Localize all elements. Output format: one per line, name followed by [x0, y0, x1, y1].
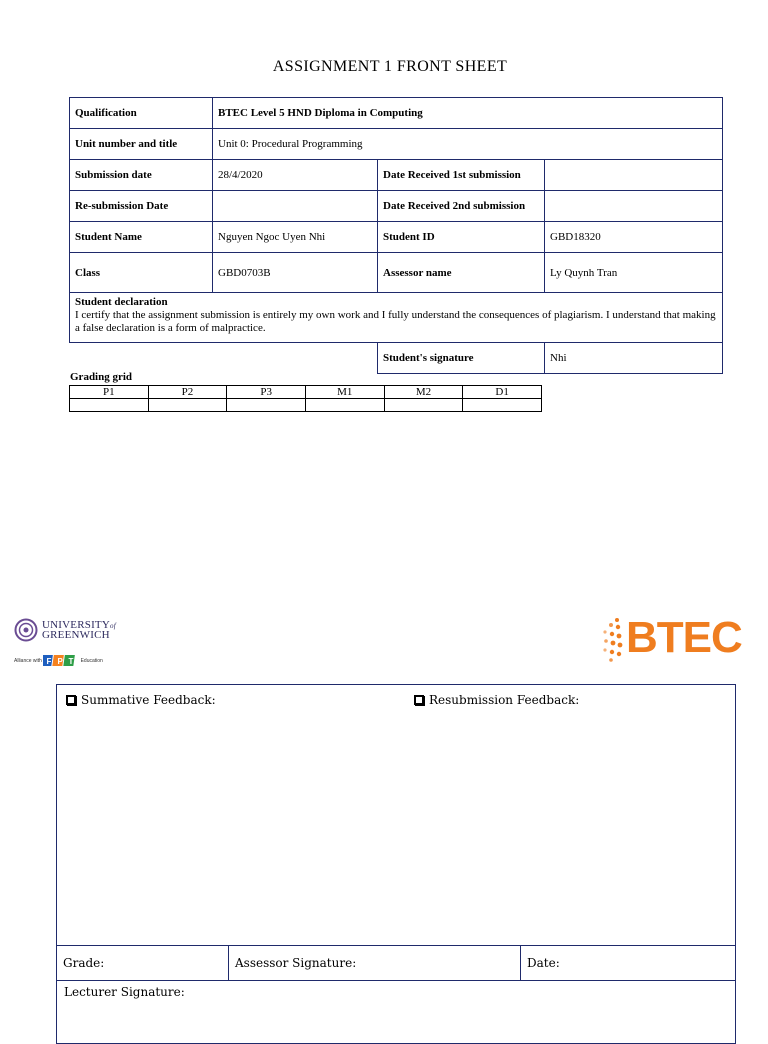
student-id-value: GBD18320: [545, 222, 723, 253]
qualification-label: Qualification: [70, 98, 213, 129]
row-student: [70, 222, 723, 253]
feedback-box: [56, 684, 736, 1044]
received-1st-value: [545, 160, 723, 191]
resubmission-checkbox[interactable]: [414, 695, 424, 705]
lecturer-signature-label: Lecturer Signature:: [64, 985, 185, 999]
qualification-value: BTEC Level 5 HND Diploma in Computing: [213, 98, 723, 129]
resubmission-feedback-label: Resubmission Feedback:: [429, 693, 580, 707]
grade-value-p2: [148, 399, 227, 412]
grade-header-p2: P2: [148, 386, 227, 399]
date-label: Date:: [527, 956, 560, 970]
row-submission-date: [70, 160, 723, 191]
declaration-title: Student declaration: [75, 296, 168, 308]
btec-dots-icon: [600, 616, 626, 666]
fpt-logo-icon: [43, 654, 77, 667]
grade-signature-row: [56, 945, 736, 981]
grade-header-p1: P1: [70, 386, 149, 399]
alliance-suffix: Education: [80, 657, 103, 664]
signature-value: Nhi: [545, 343, 723, 374]
grade-value-m2: [384, 399, 463, 412]
btec-wordmark: BTEC: [626, 613, 742, 662]
resubmission-feedback-heading: [414, 693, 579, 707]
row-class: [70, 253, 723, 293]
greenwich-of: of: [110, 622, 116, 630]
row-resubmission-date: [70, 191, 723, 222]
submission-date-value: 28/4/2020: [213, 160, 378, 191]
unit-label: Unit number and title: [70, 129, 213, 160]
grading-header-row: [70, 386, 542, 399]
class-value: GBD0703B: [213, 253, 378, 293]
row-declaration: [70, 293, 723, 343]
grade-value-m1: [305, 399, 384, 412]
assessor-signature-label: Assessor Signature:: [235, 956, 357, 970]
btec-logo: [600, 612, 755, 666]
grade-header-d1: D1: [463, 386, 542, 399]
fpt-letter-f: F: [46, 657, 52, 666]
summative-checkbox[interactable]: [66, 695, 76, 705]
resubmission-date-value: [213, 191, 378, 222]
fpt-letter-t: T: [68, 657, 74, 666]
declaration-cell: [70, 293, 723, 343]
greenwich-crest-icon: [14, 618, 38, 642]
received-2nd-label: Date Received 2nd submission: [378, 191, 545, 222]
grading-grid-label: Grading grid: [70, 371, 133, 383]
assessor-label: Assessor name: [378, 253, 545, 293]
grade-header-p3: P3: [227, 386, 306, 399]
grading-grid: [69, 385, 542, 412]
grade-value-d1: [463, 399, 542, 412]
resubmission-date-label: Re-submission Date: [70, 191, 213, 222]
fpt-letter-p: P: [57, 657, 64, 666]
student-name-value: Nguyen Ngoc Uyen Nhi: [213, 222, 378, 253]
received-2nd-value: [545, 191, 723, 222]
grade-label: Grade:: [63, 956, 105, 970]
assessor-value: Ly Quynh Tran: [545, 253, 723, 293]
unit-value: Unit 0: Procedural Programming: [213, 129, 723, 160]
submission-date-label: Submission date: [70, 160, 213, 191]
greenwich-line1: UNIVERSITY: [42, 619, 110, 631]
alliance-line: [14, 654, 103, 667]
grade-value-p1: [70, 399, 149, 412]
page-title: ASSIGNMENT 1 FRONT SHEET: [272, 58, 508, 75]
class-label: Class: [70, 253, 213, 293]
grade-header-m1: M1: [305, 386, 384, 399]
greenwich-line2: GREENWICH: [42, 629, 110, 641]
summative-feedback-label: Summative Feedback:: [81, 693, 216, 707]
row-unit: [70, 129, 723, 160]
student-id-label: Student ID: [378, 222, 545, 253]
university-of-greenwich-logo: [14, 614, 124, 668]
assignment-info-table: [69, 97, 723, 374]
summative-feedback-heading: [66, 693, 216, 707]
grading-value-row: [70, 399, 542, 412]
grade-header-m2: M2: [384, 386, 463, 399]
declaration-text: I certify that the assignment submission is entirely my own work and I fully understand the consequences of plagiarism. I understand that making a false declaration is a form of malpractice.: [75, 309, 716, 334]
grade-value-p3: [227, 399, 306, 412]
signature-label: Student's signature: [378, 343, 545, 374]
signature-spacer: [70, 343, 378, 374]
received-1st-label: Date Received 1st submission: [378, 160, 545, 191]
student-name-label: Student Name: [70, 222, 213, 253]
row-signature: [70, 343, 723, 374]
row-qualification: [70, 98, 723, 129]
alliance-prefix: Alliance with: [14, 657, 42, 664]
